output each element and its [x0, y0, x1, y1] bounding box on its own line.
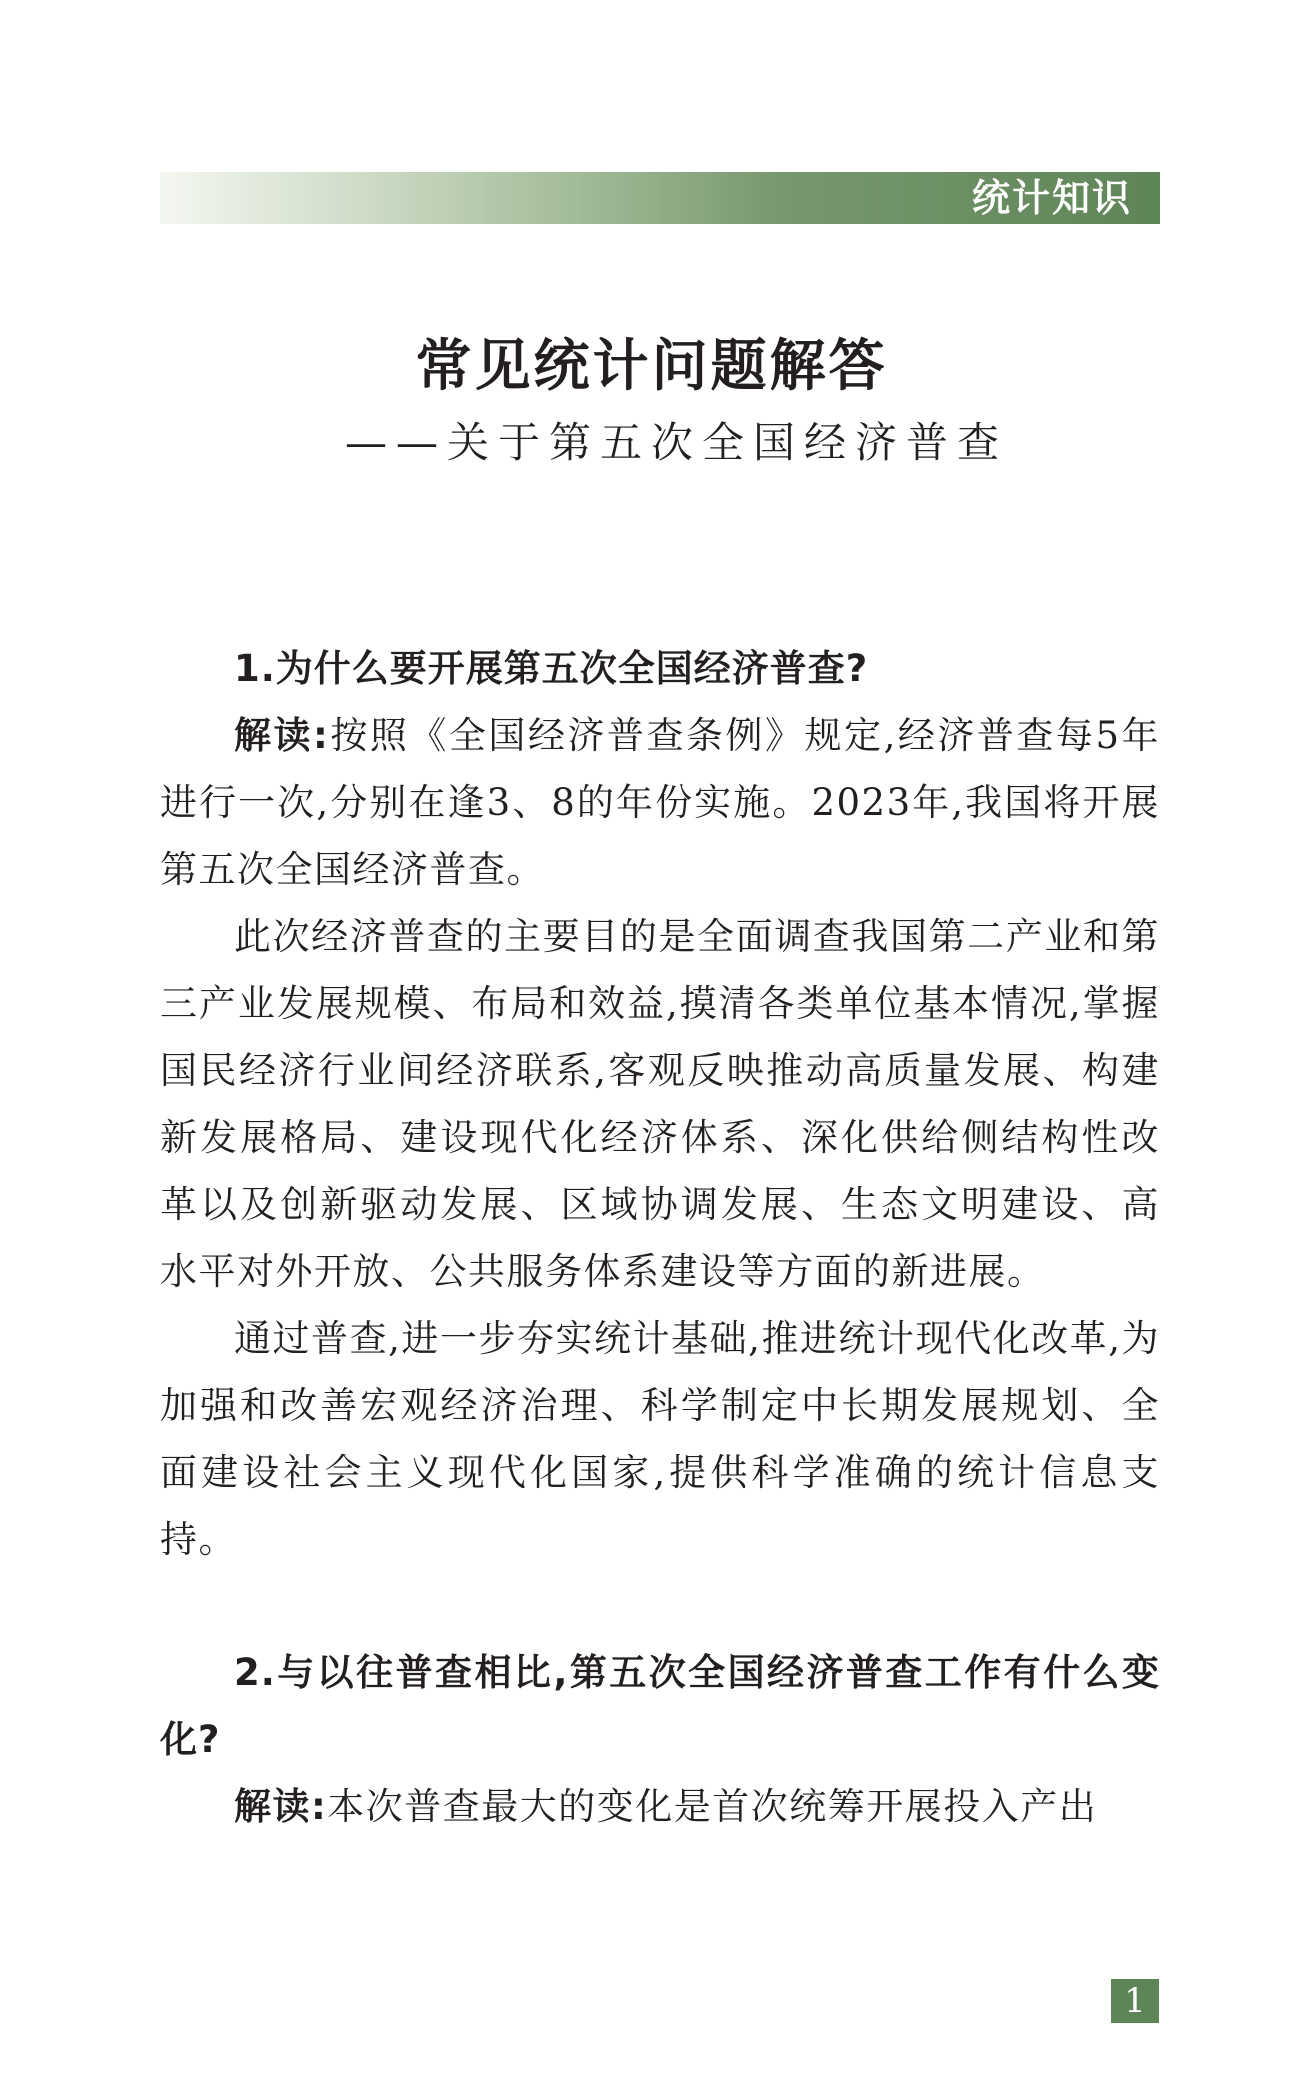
- page-title: 常见统计问题解答: [415, 334, 888, 399]
- answer-label: 解读:: [234, 1785, 328, 1828]
- section-header-bar: [160, 172, 1160, 224]
- answer-text: 按照《全国经济普查条例》规定,经济普查每5年进行一次,分别在逢3、8的年份实施。2023年,我国将开展第五次全国经济普查。: [160, 714, 1161, 891]
- section-label: 统计知识: [971, 176, 1132, 220]
- page-number: 1: [1111, 1979, 1159, 2023]
- answer-1-paragraph: [160, 702, 1160, 903]
- answer-label: 解读:: [234, 714, 330, 757]
- answer-text: 本次普查最大的变化是首次统筹开展投入产出: [327, 1785, 1098, 1828]
- paragraph: 此次经济普查的主要目的是全面调查我国第二产业和第三产业发展规模、布局和效益,摸清各类单位基本情况,掌握国民经济行业间经济联系,客观反映推动高质量发展、构建新发展格局、建设现代化经济体系、深化供给侧结构性改革以及创新驱动发展、区域协调发展、生态文明建设、高水平对外开放、公共服务体系建设等方面的新进展。: [160, 915, 1160, 1293]
- answer-2-paragraph: [160, 1773, 1160, 1840]
- question-1: 1.为什么要开展第五次全国经济普查?: [234, 647, 869, 690]
- article-body: [160, 635, 1160, 1840]
- question-2: 2.与以往普查相比,第五次全国经济普查工作有什么变化?: [160, 1651, 1160, 1761]
- page-subtitle: ——关于第五次全国经济普查: [345, 418, 1009, 467]
- paragraph: 通过普查,进一步夯实统计基础,推进统计现代化改革,为加强和改善宏观经济治理、科学制定中长期发展规划、全面建设社会主义现代化国家,提供科学准确的统计信息支持。: [160, 1317, 1160, 1561]
